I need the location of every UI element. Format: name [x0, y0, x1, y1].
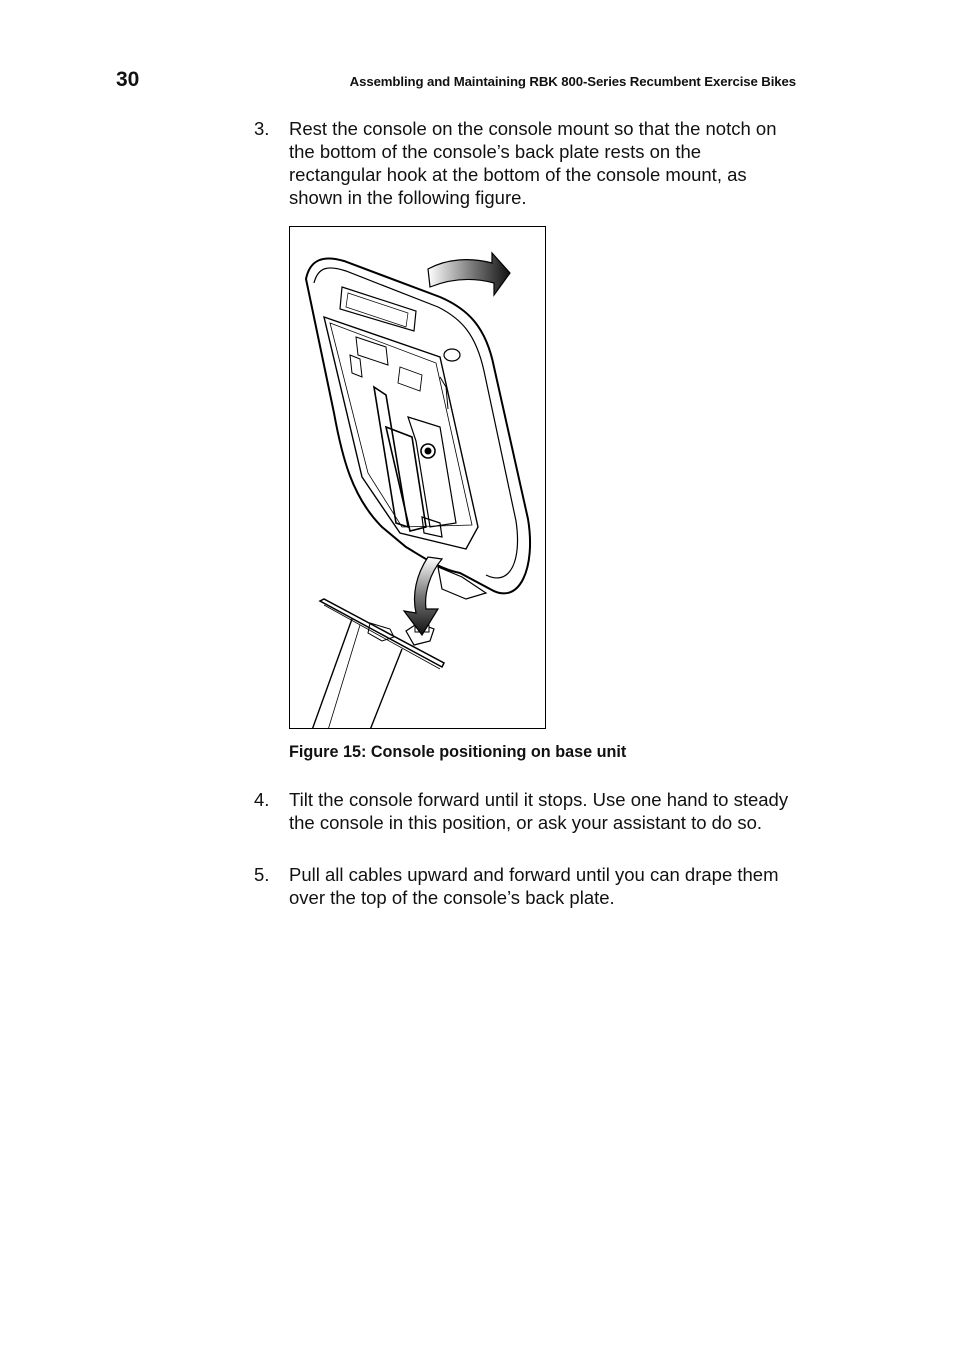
rotation-arrow-icon: [428, 253, 510, 295]
down-arrow-icon: [404, 557, 442, 635]
figure-caption: Figure 15: Console positioning on base unit: [289, 743, 627, 761]
step-number: 3.: [254, 118, 270, 139]
step-text: Rest the console on the console mount so that the notch on the bottom of the console’s back plate rests on the rectangular hook at the bottom of the console mount, as shown in the following figure.: [289, 118, 777, 208]
step-5: [254, 863, 794, 909]
figure-15-illustration: [289, 226, 546, 729]
step-number: 4.: [254, 789, 270, 810]
step-4: [254, 788, 794, 834]
step-3: [254, 117, 794, 209]
step-text: Pull all cables upward and forward until you can drape them over the top of the console’s back plate.: [289, 864, 779, 908]
step-text: Tilt the console forward until it stops. Use one hand to steady the console in this position, or ask your assistant to do so.: [289, 789, 789, 833]
step-number: 5.: [254, 864, 270, 885]
running-header: Assembling and Maintaining RBK 800-Series Recumbent Exercise Bikes: [349, 74, 796, 89]
page-number: 30: [116, 68, 140, 91]
console-back-plate: [306, 258, 530, 599]
